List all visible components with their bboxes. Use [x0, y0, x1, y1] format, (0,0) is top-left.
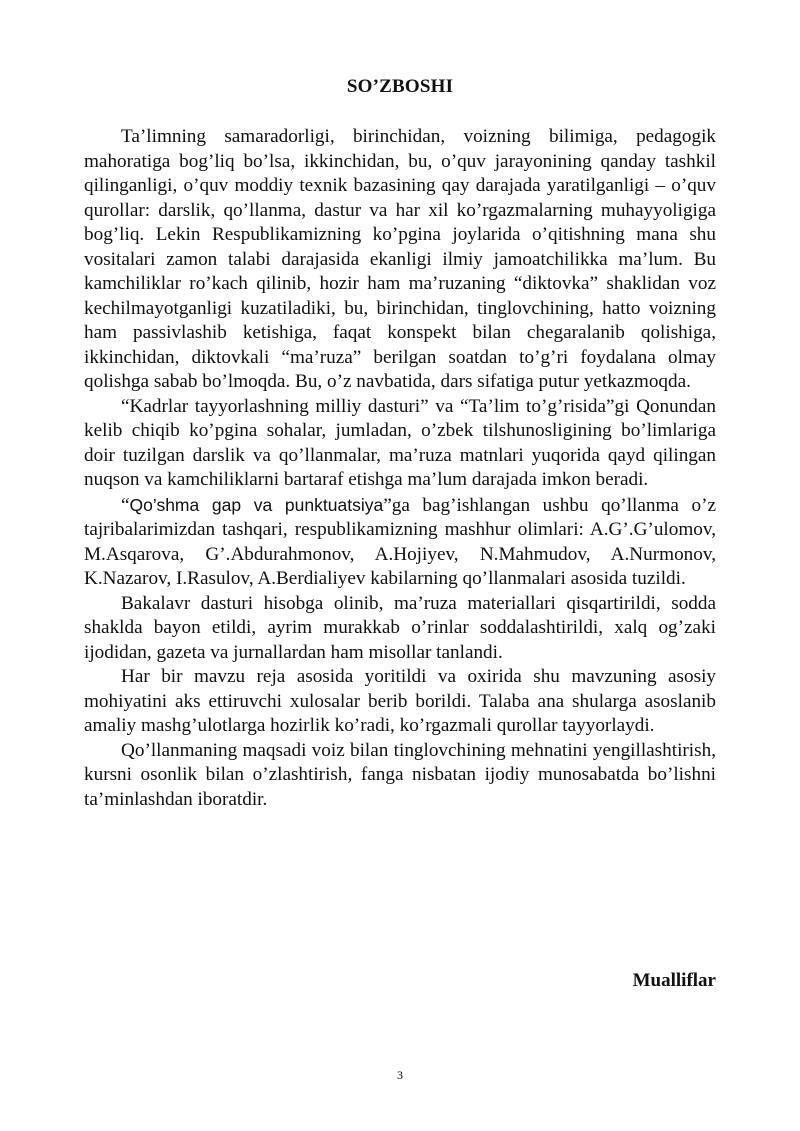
book-topic-title: Qo’shma gap va punktuatsiya	[129, 494, 384, 515]
paragraph-3-text: ”ga bag’ishlangan ushbu qo’llanma o’z tajribalarimizdan tashqari, respublikamizning mashhur olimlari: A.G’.G’ulomov, M.Asqarova, G’.Abdurahmonov, A.Hojiyev, N.Mahmudov, A.Nurmonov, K.Nazarov, I.Rasulov, A.Berdialiyev kabilarning qo’llanmalari asosida tuzildi.	[84, 494, 717, 589]
page-number: 3	[397, 1068, 403, 1082]
page-title: SO’ZBOSHI	[346, 76, 454, 97]
document-body	[84, 125, 716, 812]
paragraph-1: Ta’limning samaradorligi, birinchidan, voizning bilimiga, pedagogik mahoratiga bog’liq bo’lsa, ikkinchidan, bu, o’quv jarayonining qanday tashkil qilinganligi, o’quv moddiy texnik bazasining qay darajada yaratilganligi – o’quv qurollar: darslik, qo’llanma, dastur va har xil ko’rgazmalarning muhayyoligiga bog’liq. Lekin Respublikamizning ko’pgina joylarida o’qitishning mana shu vositalari zamon talabi darajasida ekanligi ilmiy jamoatchilikka ma’lum. Bu kamchiliklar ro’kach qilinib, hozir ham ma’ruzaning “diktovka” shaklidan voz kechilmayotganligi kuzatiladiki, bu, birinchidan, tinglovchining, hatto voizning ham passivlashib ketishiga, faqat konspekt bilan chegaralanib qolishiga, ikkinchidan, diktovkali “ma’ruza” berilgan soatdan to’g’ri foydalana olmay qolishga sabab bo’lmoqda. Bu, o’z navbatida, dars sifatiga putur yetkazmoqda.	[84, 126, 716, 392]
paragraph-4: Bakalavr dasturi hisobga olinib, ma’ruza materiallari qisqartirildi, sodda shaklda bayon etildi, ayrim murakkab o’rinlar soddalashtirildi, xalq og’zaki ijodidan, gazeta va jurnallardan ham misollar tanlandi.	[84, 592, 716, 663]
paragraph-2: “Kadrlar tayyorlashning milliy dasturi” va “Ta’lim to’g’risida”gi Qonundan kelib chiqib ko’pgina sohalar, jumladan, o’zbek tilshunosligining bo’limlariga doir tuzilgan darslik va qo’llanmalar, ma’ruza matnlari yuqorida qayd qilingan nuqson va kamchiliklarni bartaraf etishga ma’lum darajada imkon beradi.	[84, 395, 716, 490]
paragraph-3-open-quote: “	[121, 494, 130, 516]
paragraph-6: Qo’llanmaning maqsadi voiz bilan tinglovchining mehnatini yengillashtirish, kursni osonlik bilan o’zlashtirish, fanga nisbatan ijodiy munosabatda bo’lishni ta’minlashdan iboratdir.	[84, 739, 716, 810]
authors-signature: Mualliflar	[632, 970, 716, 991]
paragraph-5: Har bir mavzu reja asosida yoritildi va oxirida shu mavzuning asosiy mohiyatini aks ettiruvchi xulosalar berib borildi. Talaba ana shularga asoslanib amaliy mashg’ulotlarga hozirlik ko’radi, ko’rgazmali qurollar tayyorlaydi.	[84, 666, 716, 736]
paragraph-3	[84, 493, 716, 592]
